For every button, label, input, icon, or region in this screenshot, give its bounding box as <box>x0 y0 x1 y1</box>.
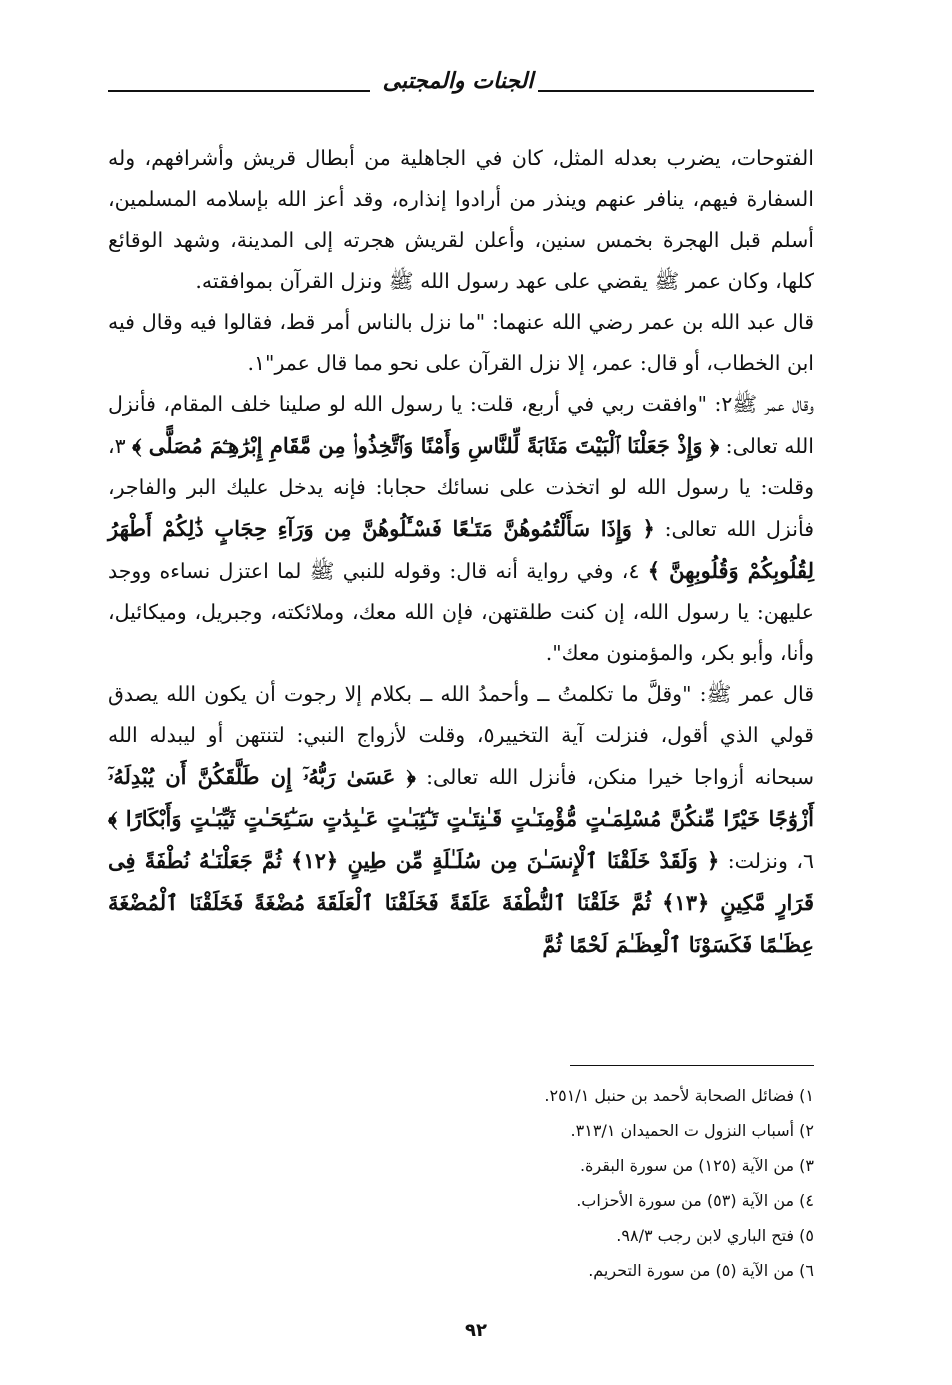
footnote-item: ٥) فتح الباري لابن رجب ٩٨/٣. <box>616 1226 814 1245</box>
quran-verse: ﴿ وَإِذْ جَعَلْنَا ٱلْبَيْتَ مَثَابَةً لِّلنَّاسِ وَأَمْنًا وَٱتَّخِذُوا۟ مِن مَّقَامِ إِبْرَٰهِـۧمَ مُصَلًّى ﴾ <box>132 433 720 458</box>
text-segment: ٦، ونزلت: <box>719 849 814 873</box>
text-segment: ٣، وقلت: يا رسول الله لو اتخذت على نسائك حجابا: فإنه يدخل عليك البر والفاجر، فأنزل الله تعالى: <box>107 434 814 541</box>
footnotes-list <box>108 1078 814 1288</box>
quran-verse: ﴿ وَلَقَدْ خَلَقْنَا ٱلْإِنسَـٰنَ مِن سُلَـٰلَةٍ مِّن طِينٍ ﴿١٢﴾ ثُمَّ جَعَلْنَـٰهُ نُطْفَةً فِى قَرَارٍ مَّكِينٍ ﴿١٣﴾ ثُمَّ خَلَقْنَا ٱلنُّطْفَةَ عَلَقَةً فَخَلَقْنَا ٱلْعَلَقَةَ مُضْغَةً فَخَلَقْنَا ٱلْمُضْغَةَ عِظَـٰمًا فَكَسَوْنَا ٱلْعِظَـٰمَ لَحْمًا ثُمَّ <box>108 848 814 957</box>
text-segment: وقال عمر ﷺ٢: "وافقت ربي في أربع، قلت: يا رسول الله لو صلينا خلف المقام، فأنزل الله تعالى: <box>108 392 814 458</box>
footnote-item: ٣) من الآية (١٢٥) من سورة البقرة. <box>579 1156 814 1175</box>
footnote-item: ٢) أسباب النزول ت الحميدان ٣١٣/١. <box>570 1121 814 1140</box>
footnote-item: ٦) من الآية (٥) من سورة التحريم. <box>588 1261 814 1280</box>
running-header <box>108 62 814 112</box>
quran-verse: ﴿ عَسَىٰ رَبُّهُۥٓ إِن طَلَّقَكُنَّ أَن يُبْدِلَهُۥٓ أَزْوَٰجًا خَيْرًا مِّنكُنَّ مُسْلِمَـٰتٍ مُّؤْمِنَـٰتٍ قَـٰنِتَـٰتٍ تَـٰٓئِبَـٰتٍ عَـٰبِدَٰتٍ سَـٰٓئِحَـٰتٍ ثَيِّبَـٰتٍ وَأَبْكَارًا ﴾ <box>108 764 814 831</box>
header-rule-right <box>538 90 814 92</box>
text-segment: قال عبد الله بن عمر رضي الله عنهما: "ما نزل بالناس أمر قط، فقالوا فيه وقال فيه ابن الخطاب، أو قال: عمر، إلا نزل القرآن على نحو مما قال عمر"١. <box>108 310 814 375</box>
paragraph <box>108 302 814 384</box>
paragraph <box>108 384 814 674</box>
text-segment: ٤، وفي رواية أنه قال: وقوله للنبي ﷺ لما اعتزل نساءه ووجد عليهن: يا رسول الله، إن كنت طلقتهن، فإن الله معك، وملائكته، وجبريل، وميكائيل، وأنا، وأبو بكر، والمؤمنون معك". <box>108 559 814 665</box>
main-text <box>108 138 814 966</box>
page-number: ٩٢ <box>465 1320 487 1341</box>
footnote-separator <box>570 1065 814 1066</box>
text-segment: قال عمر ﷺ: "وقلَّ ما تكلمتُ ــ وأحمدُ الله ــ بكلام إلا رجوت أن يكون الله يصدق قولي الذي أقول، فنزلت آية التخيير٥، وقلت لأزواج النبي: لتنتهن أو ليبدله الله سبحانه أزواجا خيرا منكن، فأنزل الله تعالى: <box>108 682 814 789</box>
header-rule-left <box>108 90 370 92</box>
header-title: الجنات والمجتبى <box>382 68 534 94</box>
paragraph <box>108 138 814 302</box>
paragraph <box>108 674 814 966</box>
quran-verse: ﴿ وَإِذَا سَأَلْتُمُوهُنَّ مَتَـٰعًا فَسْـَٔلُوهُنَّ مِن وَرَآءِ حِجَابٍ ذَٰلِكُمْ أَطْهَرُ لِقُلُوبِكُمْ وَقُلُوبِهِنَّ ﴾ <box>108 516 814 583</box>
footnote-item: ٤) من الآية (٥٣) من سورة الأحزاب. <box>576 1191 814 1210</box>
text-segment: الفتوحات، يضرب بعدله المثل، كان في الجاهلية من أبطال قريش وأشرافهم، وله السفارة فيهم، ينافر عنهم وينذر من أرادوا إنذاره، وقد أعز الله بإسلامه المسلمين، أسلم قبل الهجرة بخمس سنين، وأعلن لقريش هجرته إلى المدينة، وشهد الوقائع كلها، وكان عمر ﷺ يقضي على عهد رسول الله ﷺ ونزل القرآن بموافقته. <box>108 146 814 293</box>
footnote-item: ١) فضائل الصحابة لأحمد بن حنبل ٢٥١/١. <box>544 1086 814 1105</box>
